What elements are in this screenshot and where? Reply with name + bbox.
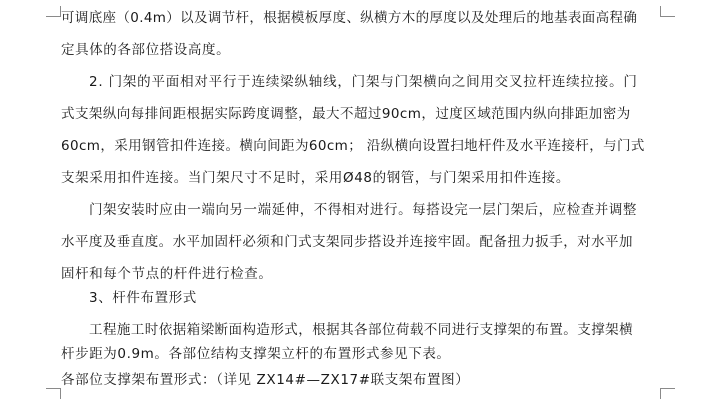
section-heading: 3、杆件布置形式 (89, 290, 197, 306)
body-text-line: 60cm，采用钢管扣件连接。横向间距为60cm； 沿纵横向设置扫地杆件及水平连接杆，与门式 (61, 138, 645, 154)
body-text-line: 水平度及垂直度。水平加固杆必须和门式支架同步搭设并连接牢固。配备扭力扳手，对水平加 (61, 234, 633, 250)
body-text-line: 支架采用扣件连接。当门架尺寸不足时，采用Ø48的钢管，与门架采用扣件连接。 (61, 170, 571, 186)
body-text-line: 各部位支撑架布置形式：（详见 ZX14#—ZX17#联支架布置图） (61, 372, 470, 388)
body-text-line: 2. 门架的平面相对平行于连续梁纵轴线，门架与门架横向之间用交叉拉杆连续拉接。门 (89, 74, 638, 90)
margin-corner-mark (46, 388, 61, 399)
body-text-line: 杆步距为0.9m。各部位结构支撑架立杆的布置形式参见下表。 (61, 346, 451, 362)
margin-corner-mark (46, 6, 61, 17)
body-text-line: 工程施工时依据箱梁断面构造形式，根据其各部位荷载不同进行支撑架的布置。支撑架横 (89, 322, 634, 338)
body-text-line: 定具体的各部位搭设高度。 (61, 42, 231, 58)
body-text-line: 固杆和每个节点的杆件进行检查。 (61, 266, 273, 282)
body-text-line: 门架安装时应由一端向另一端延伸，不得相对进行。每搭设完一层门架后，应检查并调整 (89, 202, 637, 218)
body-text-line: 式支架纵向每排间距根据实际跨度调整，最大不超过90cm，过度区域范围内纵向排距加密为 (61, 106, 631, 122)
body-text-line: 可调底座（0.4m）以及调节杆，根据模板厚度、纵横方木的厚度以及处理后的地基表面高程确 (61, 10, 638, 26)
